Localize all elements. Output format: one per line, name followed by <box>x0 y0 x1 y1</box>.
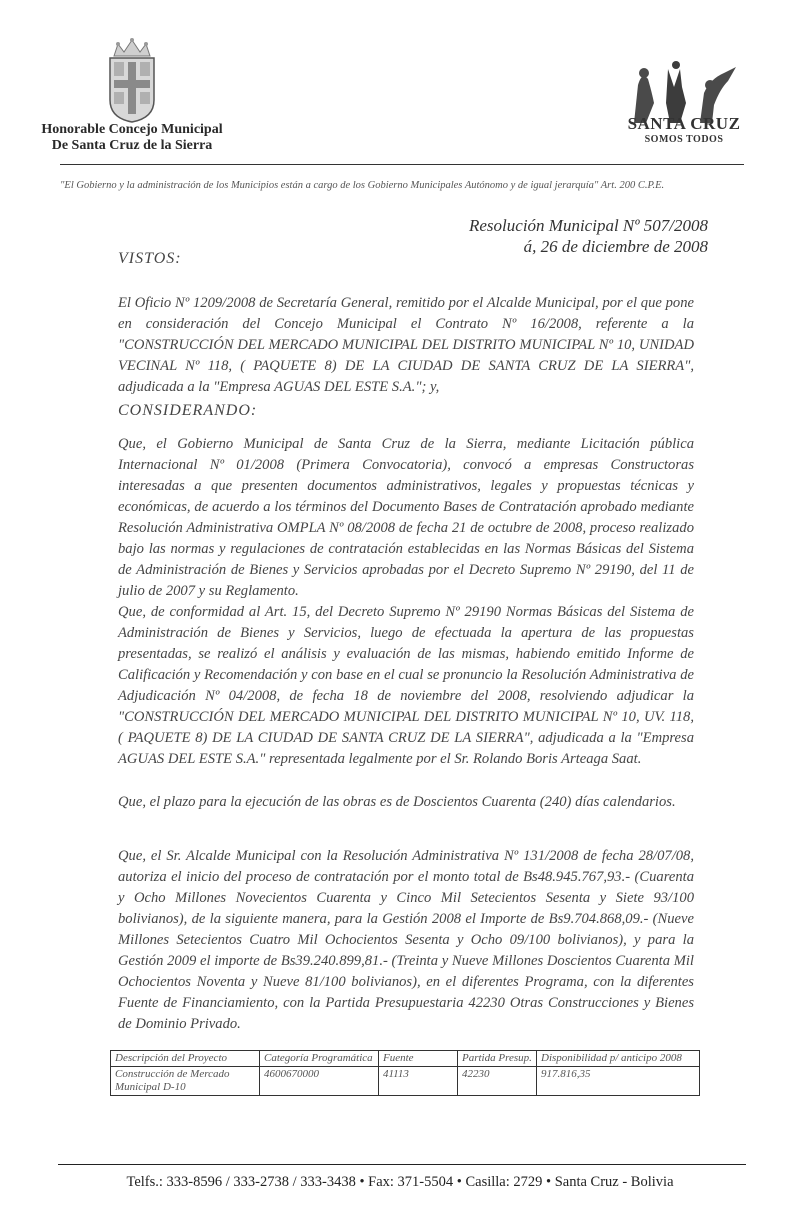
vistos-heading: VISTOS: <box>118 250 182 267</box>
table-row <box>111 1067 700 1096</box>
resolution-date: á, 26 de diciembre de 2008 <box>523 237 708 256</box>
resolution-title: Resolución Municipal Nº 507/2008 <box>469 216 708 235</box>
footer-contact: Telfs.: 333-8596 / 333-2738 / 333-3438 • Fax: 371-5504 • Casilla: 2729 • Santa Cruz - Bolivia <box>126 1174 674 1190</box>
considerando-paragraph-4: Que, el Sr. Alcalde Municipal con la Resolución Administrativa Nº 131/2008 de fecha 28/07/08, autoriza el inicio del proceso de contratación por el monto total de Bs48.945.767,93.- (Cuarenta y Ocho Millones Novecientos Cuarenta y Cinco Mil Setecientos Sesenta y Siete 93/100 bolivianos), de la siguiente manera, para la Gestión 2008 el Importe de Bs9.704.868,09.- (Nueve Millones Setecientos Cuatro Mil Ochocientos Sesenta y Ocho 09/100 bolivianos), y para la Gestión 2009 el importe de Bs39.240.899,81.- (Treinta y Nueve Millones Doscientos Cuarenta Mil Ochocientos Noventa y Nueve 81/100 bolivianos), en el diferentes Programa, con la diferentes Fuente de Financiamiento, con la Partida Presupuestaria 42230 Otras Construcciones y Bienes de Dominio Privado. <box>118 848 694 1032</box>
logo-subtitle: SOMOS TODOS <box>644 134 724 145</box>
org-name-line2: De Santa Cruz de la Sierra <box>51 138 213 153</box>
table-cell: 917.816,35 <box>537 1067 700 1096</box>
header-motto: "El Gobierno y la administración de los Municipios están a cargo de los Gobierno Municipales Autónomo y de igual jerarquía" Art. 200 C.P.E. <box>60 180 665 191</box>
considerando-paragraph-3: Que, el plazo para la ejecución de las obras es de Doscientos Cuarenta (240) días calendarios. <box>118 794 676 810</box>
table-cell: 42230 <box>458 1067 537 1096</box>
footer-divider <box>58 1164 746 1165</box>
table-header: Disponibilidad p/ anticipo 2008 <box>537 1051 700 1067</box>
table-header: Fuente <box>379 1051 458 1067</box>
table-header: Categoría Programática <box>260 1051 379 1067</box>
table-cell: Construcción de Mercado Municipal D-10 <box>111 1067 260 1096</box>
table-header-row <box>111 1051 700 1067</box>
logo-title: SANTA CRUZ <box>627 114 741 133</box>
budget-table <box>110 1050 700 1096</box>
table-cell: 41113 <box>379 1067 458 1096</box>
considerando-paragraph-1: Que, el Gobierno Municipal de Santa Cruz de la Sierra, mediante Licitación pública Internacional Nº 01/2008 (Primera Convocatoria), convocó a empresas Constructoras interesadas a que presenten documentos administrativos, legales y propuestas técnicas y económicas, de acuerdo a los términos del Documento Bases de Contratación aprobado mediante Resolución Administrativa OMPLA Nº 08/2008 de fecha 21 de octubre de 2008, proceso realizado bajo las normas y regulaciones de contratación establecidas en las Normas Básicas del Sistema de Administración de Bienes y Servicios aprobadas por el Decreto Supremo Nº 29190, del 11 de julio de 2007 y su Reglamento. <box>118 436 694 599</box>
considerando-paragraph-2: Que, de conformidad al Art. 15, del Decreto Supremo Nº 29190 Normas Básicas del Sistema de Administración de Bienes y Servicios, luego de efectuada la apertura de las propuestas presentadas, se realizó el análisis y evaluación de las mismas, habiendo emitido Informe de Calificación y Recomendación y con base en el cual se pronuncio la Resolución Administrativa de Adjudicación Nº 04/2008, de fecha 18 de noviembre del 2008, resolviendo adjudicar la "CONSTRUCCIÓN DEL MERCADO MUNICIPAL DEL DISTRITO MUNICIPAL Nº 10, UV. 118, ( PAQUETE 8) DE LA CIUDAD DE SANTA CRUZ DE LA SIERRA", adjudicada a la "Empresa AGUAS DEL ESTE S.A." representada legalmente por el Sr. Rolando Boris Arteaga Saat. <box>118 604 694 767</box>
table-header: Descripción del Proyecto <box>111 1051 260 1067</box>
table-cell: 4600670000 <box>260 1067 379 1096</box>
org-name-line1: Honorable Concejo Municipal <box>41 122 223 137</box>
header-divider <box>60 164 744 165</box>
considerando-heading: CONSIDERANDO: <box>118 402 258 419</box>
coat-of-arms-icon <box>104 36 160 124</box>
vistos-paragraph: El Oficio Nº 1209/2008 de Secretaría General, remitido por el Alcalde Municipal, por el que pone en consideración del Concejo Municipal el Contrato Nº 16/2008, referente a la "CONSTRUCCIÓN DEL MERCADO MUNICIPAL DEL DISTRITO MUNICIPAL Nº 10, UNIDAD VECINAL Nº 118, ( PAQUETE 8) DE LA CIUDAD DE SANTA CRUZ DE LA SIERRA", adjudicada a la "Empresa AGUAS DEL ESTE S.A."; y, <box>118 295 694 395</box>
table-header: Partida Presup. <box>458 1051 537 1067</box>
